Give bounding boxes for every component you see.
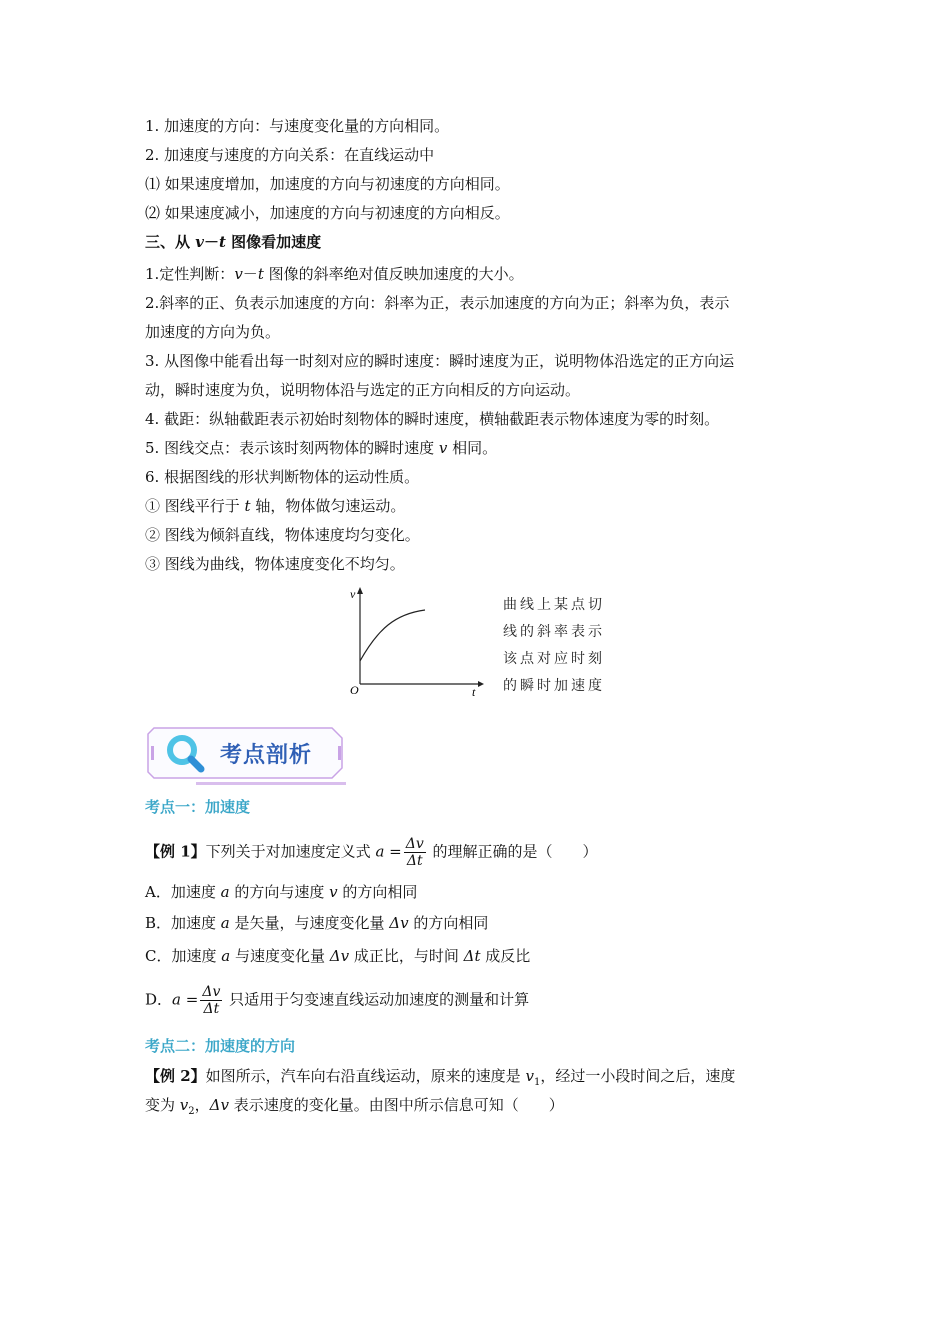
vt-graph bbox=[340, 584, 490, 700]
text-line: 1.定性判断：v－t 图像的斜率绝对值反映加速度的大小。 bbox=[145, 265, 524, 283]
text-line: 3. 从图像中能看出每一时刻对应的瞬时速度：瞬时速度为正，说明物体沿选定的正方向运 bbox=[145, 352, 735, 370]
y-axis-arrow bbox=[357, 587, 363, 594]
option-a: A．加速度 a 的方向与速度 v 的方向相同 bbox=[145, 883, 418, 901]
x-axis-label: t bbox=[472, 685, 476, 699]
text-line: ⑴ 如果速度增加，加速度的方向与初速度的方向相同。 bbox=[145, 175, 510, 193]
fraction: $\frac{\Delta v}{\Delta t}$ bbox=[405, 836, 424, 869]
text-line: ① 图线平行于 t 轴，物体做匀速运动。 bbox=[145, 497, 406, 515]
text-line: ③ 图线为曲线，物体速度变化不均匀。 bbox=[145, 555, 405, 573]
text-line: 2.斜率的正、负表示加速度的方向：斜率为正，表示加速度的方向为正；斜率为负，表示 bbox=[145, 294, 730, 312]
fraction: $\frac{\Delta v}{\Delta t}$ bbox=[202, 984, 221, 1017]
section-heading: 三、从 v－t 图像看加速度 bbox=[145, 233, 322, 251]
graph-note-line: 的瞬时加速度 bbox=[503, 678, 605, 694]
text-line: 4. 截距：纵轴截距表示初始时刻物体的瞬时速度，横轴截距表示物体速度为零的时刻。 bbox=[145, 410, 720, 428]
x-axis-arrow bbox=[478, 681, 484, 687]
text-line: 6. 根据图线的形状判断物体的运动性质。 bbox=[145, 468, 420, 486]
option-d: D．a = $\frac{\Delta v}{\Delta t}$ 只适用于匀变速直线运动加速度的测量和计算 bbox=[145, 984, 530, 1017]
text-line: 动，瞬时速度为负，说明物体沿与选定的正方向相反的方向运动。 bbox=[145, 381, 581, 399]
example-2-question: 【例 2】如图所示，汽车向右沿直线运动，原来的速度是 $v_1$，经过一小段时间之后，速度 bbox=[145, 1067, 736, 1088]
graph-note-line: 该点对应时刻 bbox=[503, 651, 605, 667]
text-line: 5. 图线交点：表示该时刻两物体的瞬时速度 v 相同。 bbox=[145, 439, 498, 457]
graph-note-line: 线的斜率表示 bbox=[503, 624, 605, 640]
text-line: 2. 加速度与速度的方向关系：在直线运动中 bbox=[145, 146, 435, 164]
section-title: 考点一：加速度 bbox=[145, 798, 251, 816]
text-line: 1. 加速度的方向：与速度变化量的方向相同。 bbox=[145, 117, 450, 135]
velocity-curve bbox=[360, 610, 425, 661]
text-line: ② 图线为倾斜直线，物体速度均匀变化。 bbox=[145, 526, 420, 544]
graph-note bbox=[503, 592, 605, 700]
magnifier-icon bbox=[164, 732, 208, 776]
y-axis-label: v bbox=[350, 587, 356, 601]
text-line: ⑵ 如果速度减小，加速度的方向与初速度的方向相反。 bbox=[145, 204, 510, 222]
section-banner bbox=[146, 724, 346, 786]
text-line: 加速度的方向为负。 bbox=[145, 323, 281, 341]
example-1-question: 【例 1】下列关于对加速度定义式 a = $\frac{\Delta v}{\Delta t}$ 的理解正确的是（ ） bbox=[145, 836, 598, 869]
section-title: 考点二：加速度的方向 bbox=[145, 1037, 296, 1055]
origin-label: O bbox=[350, 683, 359, 697]
banner-title: 考点剖析 bbox=[220, 743, 313, 768]
option-c: C．加速度 a 与速度变化量 Δv 成正比，与时间 Δt 成反比 bbox=[145, 947, 531, 965]
graph-note-line: 曲线上某点切 bbox=[503, 597, 605, 613]
option-b: B．加速度 a 是矢量，与速度变化量 Δv 的方向相同 bbox=[145, 914, 489, 932]
example-2-question-cont: 变为 $v_2$，Δv 表示速度的变化量。由图中所示信息可知（ ） bbox=[145, 1096, 564, 1117]
